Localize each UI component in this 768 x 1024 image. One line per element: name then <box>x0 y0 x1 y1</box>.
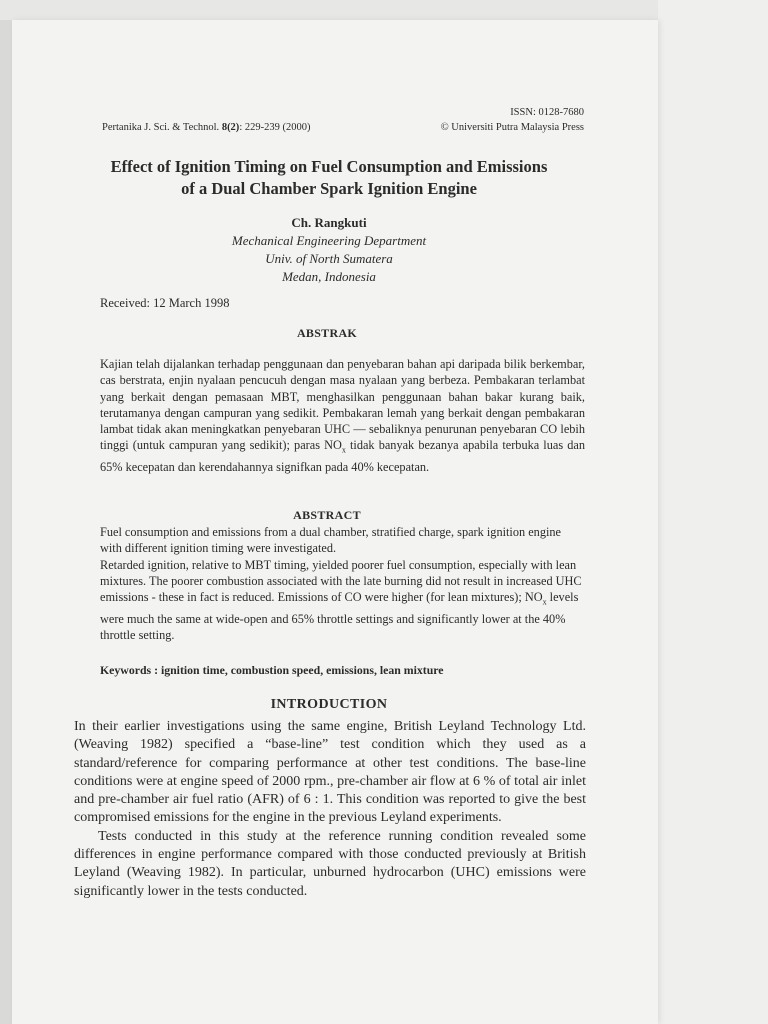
author-department: Mechanical Engineering Department <box>231 233 427 248</box>
received-date: Received: 12 March 1998 <box>100 296 230 310</box>
introduction-paragraph-1: In their earlier investigations using the same engine, British Leyland Technology Ltd. (Weaving 1982) specified a “base-line” test condition which they used as a standard/reference for comparing performance at other test conditions. The base-line conditions were at engine speed of 2000 rpm., pre-chamber air flow at 6 % of total air inlet and pre-chamber air fuel ratio (AFR) of 6 : 1. This condition was reported to give the best compromised emissions for the engine in the previous Leyland experiments. <box>74 719 586 826</box>
author-name: Ch. Rangkuti <box>291 215 367 230</box>
abstrak-heading: ABSTRAK <box>296 326 358 340</box>
journal-citation: Pertanika J. Sci. & Technol. 8(2): 229-239 (2000) <box>102 122 311 133</box>
author-university: Univ. of North Sumatera <box>265 251 393 266</box>
author-city: Medan, Indonesia <box>282 269 376 284</box>
introduction-body <box>74 718 586 901</box>
title-line-1: Effect of Ignition Timing on Fuel Consumption and Emissions <box>110 157 548 176</box>
copyright: © Universiti Putra Malaysia Press <box>440 122 584 133</box>
paper-title <box>64 156 594 200</box>
keywords: Keywords : ignition time, combustion speed, emissions, lean mixture <box>100 663 444 677</box>
abstract-line-2: Retarded ignition, relative to MBT timing, yielded poorer fuel consumption, especially with lean mixtures. The poorer combustion associated with the late burning did not result in increased UHC emissions - these in fact is reduced. Emissions of CO were higher (for lean mixtures); $NO_x$ levels were much the same at wide-open and 65% throttle settings and significantly lower at the 40% throttle setting. <box>100 557 582 643</box>
title-line-2: of a Dual Chamber Spark Ignition Engine <box>181 179 477 198</box>
introduction-heading: INTRODUCTION <box>270 697 388 712</box>
paper-page <box>12 20 658 1024</box>
scan-right-margin <box>658 0 768 1024</box>
abstrak-text: Kajian telah dijalankan terhadap penggunaan dan penyebaran bahan api daripada bilik berkembar, cas berstrata, enjin nyalaan pencucuh dengan masa nyalaan yang berbeza. Pembakaran terlambat yang berkait dengan pemasaan MBT, menghasilkan penggunaan bahan bakar kurang baik, terutamanya dengan campuran yang sedikit. Pembakaran lemah yang berkait dengan pembakaran lambat tidak akan meningkatkan penyebaran UHC — sebaliknya penurunan penyebaran CO lebih tinggi (untuk campuran yang sedikit); paras $NO_x$ tidak banyak bezanya apabila terbuka luas dan 65% kecepatan dan kerendahannya signifkan pada 40% kecepatan. <box>100 357 585 475</box>
abstract-line-1: Fuel consumption and emissions from a dual chamber, stratified charge, spark ignition engine with different ignition timing were investigated. <box>100 525 561 556</box>
abstract-text <box>100 524 585 644</box>
introduction-paragraph-2: Tests conducted in this study at the reference running condition revealed some differences in engine performance compared with those conducted previously at British Leyland (Weaving 1982). In particular, unburned hydrocarbon (UHC) emissions were significantly lower in the tests conducted. <box>74 828 586 899</box>
abstract-heading: ABSTRACT <box>293 508 361 522</box>
issn: ISSN: 0128-7680 <box>510 107 584 118</box>
header-right <box>441 105 584 135</box>
author-block <box>142 214 516 286</box>
scan-top-band <box>0 0 768 20</box>
